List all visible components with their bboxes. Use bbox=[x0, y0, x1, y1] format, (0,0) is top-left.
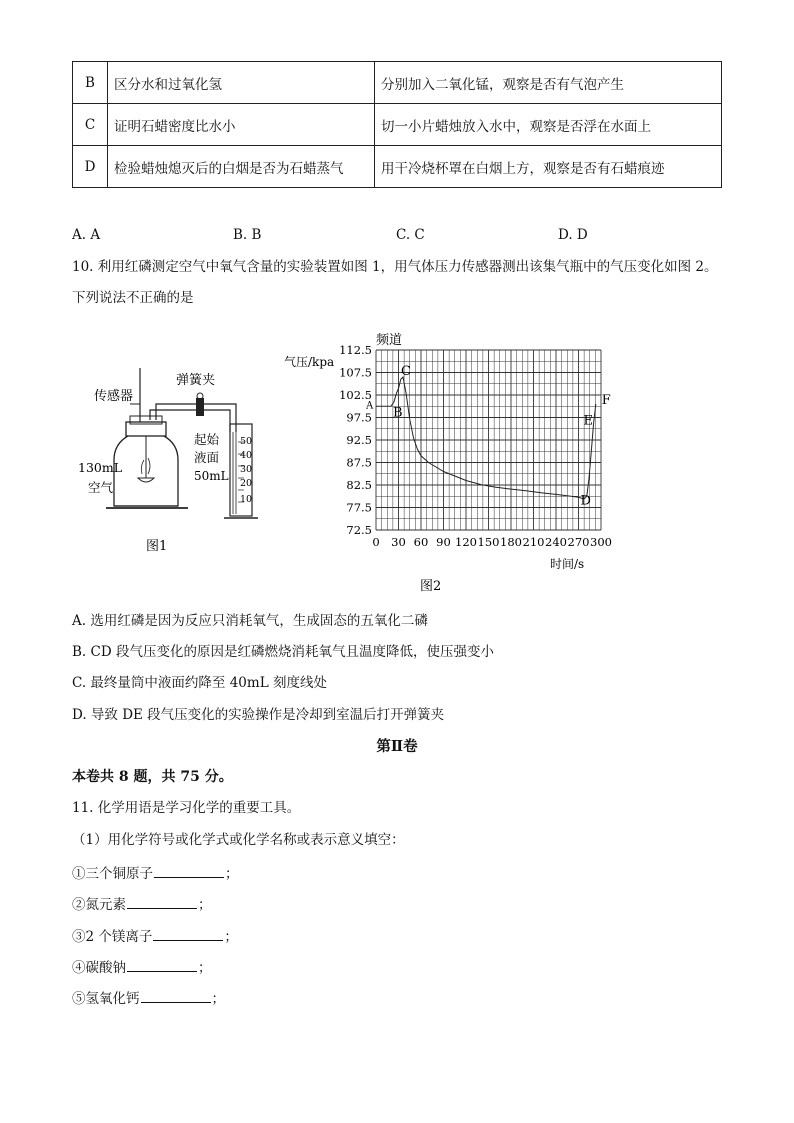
q11-item-suffix: ； bbox=[225, 866, 239, 882]
answer-blank[interactable] bbox=[154, 863, 224, 878]
answer-blank[interactable] bbox=[141, 988, 211, 1003]
fig1-start-label-1: 起始 bbox=[194, 432, 220, 447]
fig1-scale-20: 20 bbox=[240, 478, 253, 489]
q11-item-suffix: ； bbox=[224, 929, 238, 945]
x-tick-label: 180 bbox=[500, 535, 522, 549]
y-tick-label: 97.5 bbox=[346, 410, 372, 425]
point-label-e: E bbox=[583, 413, 593, 429]
q9-option-c: C. C bbox=[396, 227, 425, 243]
q11-stem: 11. 化学用语是学习化学的重要工具。 bbox=[72, 800, 301, 816]
point-labels bbox=[365, 364, 611, 509]
q11-item-suffix: ； bbox=[211, 991, 225, 1007]
y-tick-labels bbox=[339, 343, 372, 537]
q11-item bbox=[72, 926, 238, 946]
row-key: D bbox=[73, 146, 108, 188]
y-tick-label: 87.5 bbox=[346, 455, 372, 470]
x-tick-label: 150 bbox=[477, 535, 500, 549]
figure2-pressure-chart bbox=[280, 328, 630, 600]
figure1-apparatus bbox=[70, 360, 270, 560]
x-tick-label: 120 bbox=[455, 535, 477, 549]
q11-sub: （1）用化学符号或化学式或化学名称或表示意义填空： bbox=[72, 832, 405, 848]
q11-item-label: ⑤氢氧化钙 bbox=[72, 991, 140, 1007]
fig1-scale-30: 30 bbox=[240, 464, 253, 475]
row-method: 区分水和过氧化氢 bbox=[108, 62, 375, 104]
y-tick-label: 112.5 bbox=[339, 343, 372, 357]
y-tick-label: 77.5 bbox=[346, 500, 372, 515]
y-tick-label: 72.5 bbox=[346, 523, 372, 537]
answer-blank[interactable] bbox=[127, 894, 197, 909]
x-tick-label: 30 bbox=[391, 535, 406, 549]
row-key: B bbox=[73, 62, 108, 104]
q11-item bbox=[72, 957, 212, 977]
y-tick-label: 92.5 bbox=[346, 433, 372, 447]
q11-item-label: ②氮元素 bbox=[72, 897, 126, 913]
fig1-scale-50: 50 bbox=[240, 436, 253, 447]
point-label-c: C bbox=[401, 364, 411, 379]
y-tick-label: 82.5 bbox=[346, 478, 372, 492]
x-tick-label: 60 bbox=[413, 535, 429, 549]
y-tick-label: 102.5 bbox=[339, 388, 372, 402]
answer-blank[interactable] bbox=[127, 957, 197, 972]
q10-option-a: A. 选用红磷是因为反应只消耗氧气，生成固态的五氧化二磷 bbox=[72, 613, 428, 629]
y-tick-label: 107.5 bbox=[339, 365, 372, 380]
q11-item-label: ③2 个镁离子 bbox=[72, 929, 153, 945]
q10-option-d: D. 导致 DE 段气压变化的实验操作是冷却到室温后打开弹簧夹 bbox=[72, 707, 445, 723]
q9-option-b: B. B bbox=[233, 227, 262, 243]
q11-item bbox=[72, 863, 239, 883]
q11-item-suffix: ； bbox=[198, 897, 212, 913]
fig2-caption: 图2 bbox=[420, 579, 442, 594]
section-subtitle: 本卷共 8 题，共 75 分。 bbox=[72, 769, 233, 785]
row-method: 证明石蜡密度比水小 bbox=[108, 104, 375, 146]
row-method: 检验蜡烛熄灭后的白烟是否为石蜡蒸气 bbox=[108, 146, 375, 188]
fig1-volume-label: 130mL bbox=[78, 460, 123, 475]
q10-option-c: C. 最终量筒中液面约降至 40mL 刻度线处 bbox=[72, 675, 327, 691]
x-tick-labels bbox=[372, 535, 612, 549]
q11-item bbox=[72, 988, 225, 1008]
q11-item bbox=[72, 894, 212, 914]
row-key: C bbox=[73, 104, 108, 146]
q10-option-b: B. CD 段气压变化的原因是红磷燃烧消耗氧气且温度降低，使压强变小 bbox=[72, 644, 494, 660]
point-label-a: A bbox=[366, 400, 374, 412]
q11-item-label: ①三个铜原子 bbox=[72, 866, 153, 882]
row-action: 用干冷烧杯罩在白烟上方，观察是否有石蜡痕迹 bbox=[375, 146, 722, 188]
x-tick-label: 270 bbox=[567, 535, 590, 549]
table-row bbox=[73, 146, 722, 188]
x-tick-label: 90 bbox=[436, 535, 451, 549]
fig1-start-label-3: 50mL bbox=[194, 469, 229, 483]
fig1-scale-40: 40 bbox=[240, 450, 253, 461]
chart-ylabel: 气压/kpa bbox=[284, 355, 335, 369]
q11-item-suffix: ； bbox=[198, 960, 212, 976]
q10-stem-line1: 10. 利用红磷测定空气中氧气含量的实验装置如图 1，用气体压力传感器测出该集气瓶中的气压变化如图 2。 bbox=[72, 259, 718, 275]
fig1-caption: 图1 bbox=[146, 539, 168, 554]
fig1-clamp-label: 弹簧夹 bbox=[176, 373, 216, 388]
chart-xlabel: 时间/s bbox=[550, 557, 585, 571]
fig1-sensor-label: 传感器 bbox=[94, 389, 134, 404]
table-row bbox=[73, 62, 722, 104]
q10-stem-line2: 下列说法不正确的是 bbox=[72, 290, 194, 306]
q11-item-label: ④碳酸钠 bbox=[72, 960, 126, 976]
x-tick-label: 240 bbox=[545, 535, 567, 549]
options-table bbox=[72, 61, 722, 188]
fig1-air-label: 空气 bbox=[88, 480, 114, 495]
q9-option-a: A. A bbox=[72, 227, 101, 243]
table-row bbox=[73, 104, 722, 146]
x-tick-label: 0 bbox=[372, 535, 380, 549]
x-tick-label: 210 bbox=[522, 535, 545, 549]
section-title: 第Ⅱ卷 bbox=[376, 738, 418, 755]
point-label-f: F bbox=[601, 393, 611, 408]
point-label-b: B bbox=[393, 405, 403, 421]
fig1-start-label-2: 液面 bbox=[194, 450, 220, 465]
row-action: 切一小片蜡烛放入水中，观察是否浮在水面上 bbox=[375, 104, 722, 146]
point-label-d: D bbox=[580, 493, 591, 509]
fig1-scale-10: 10 bbox=[240, 494, 253, 505]
chart-top-label: 频道 bbox=[376, 333, 403, 348]
row-action: 分别加入二氧化锰，观察是否有气泡产生 bbox=[375, 62, 722, 104]
answer-blank[interactable] bbox=[153, 926, 223, 941]
x-tick-label: 300 bbox=[590, 535, 612, 549]
q9-option-d: D. D bbox=[558, 227, 588, 243]
